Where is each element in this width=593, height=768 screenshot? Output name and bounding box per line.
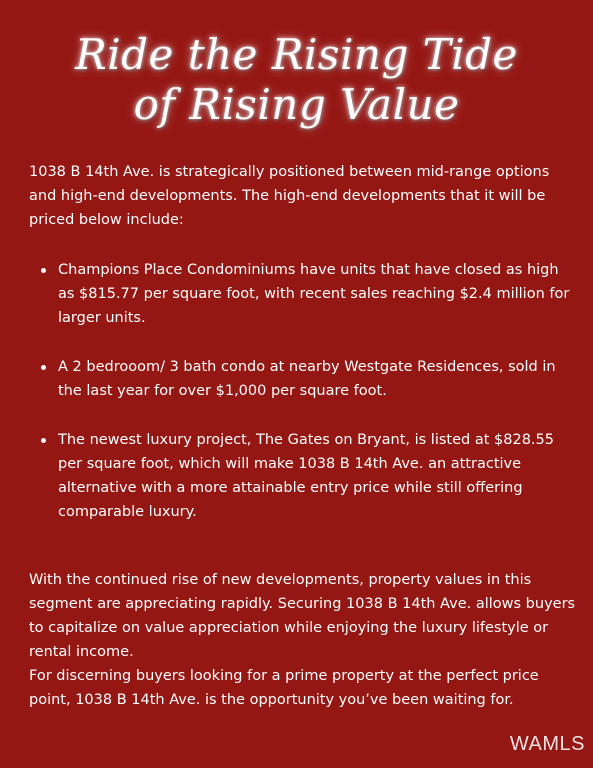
comparison-list (29, 258, 577, 524)
title-line-2: of Rising Value (133, 80, 460, 129)
list-item (29, 355, 577, 403)
list-item (29, 428, 577, 524)
list-item (29, 258, 577, 330)
closing-section (29, 568, 577, 712)
bullet-icon (41, 365, 46, 370)
main-content (29, 160, 577, 549)
bullet-icon (41, 438, 46, 443)
bullet-icon (41, 268, 46, 273)
closing-paragraph-1: With the continued rise of new developments, property values in this segment are appreciating rapidly. Securing 1038 B 14th Ave. allows buyers to capitalize on value appreciation while enjoying the luxury lifestyle or rental income. (29, 572, 576, 660)
page-title (0, 30, 593, 130)
title-line-1: Ride the Rising Tide (75, 30, 518, 79)
list-item-text: A 2 bedrooom/ 3 bath condo at nearby Westgate Residences, sold in the last year for over $1,000 per square foot. (58, 359, 556, 399)
closing-paragraph-2: For discerning buyers looking for a prime property at the perfect price point, 1038 B 14th Ave. is the opportunity you’ve been waiting for. (29, 668, 539, 708)
intro-paragraph: 1038 B 14th Ave. is strategically positioned between mid-range options and high-end developments. The high-end developments that it will be priced below include: (29, 164, 550, 228)
list-item-text: Champions Place Condominiums have units that have closed as high as $815.77 per square foot, with recent sales reaching $2.4 million for larger units. (58, 262, 570, 326)
watermark-logo: WAMLS (509, 733, 585, 755)
list-item-text: The newest luxury project, The Gates on Bryant, is listed at $828.55 per square foot, which will make 1038 B 14th Ave. an attractive alternative with a more attainable entry price while still offering comparable luxury. (58, 432, 554, 520)
